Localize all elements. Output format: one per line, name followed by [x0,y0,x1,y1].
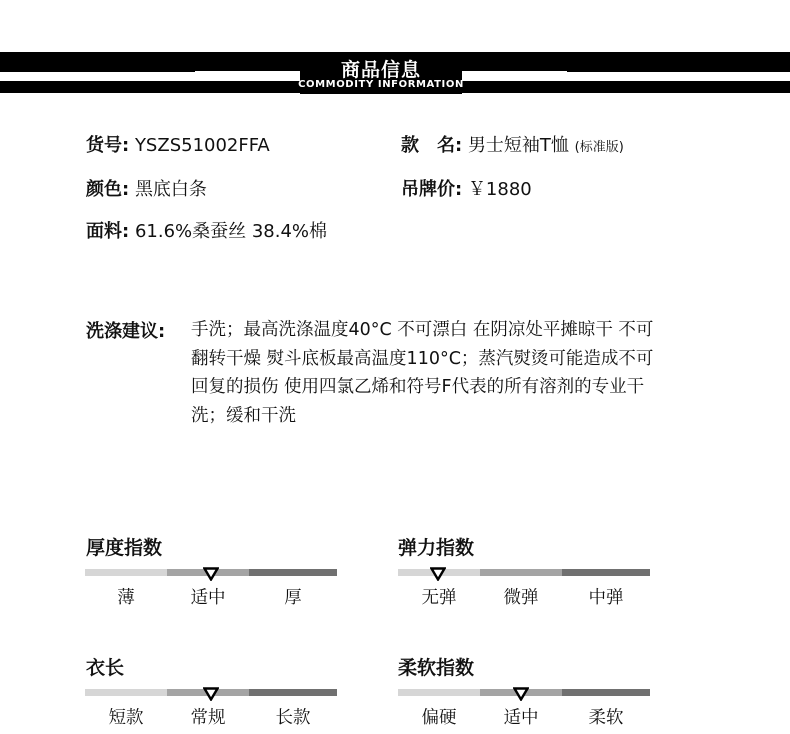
product-name-value: 男士短袖T恤 [467,135,569,156]
scale-tick: 薄 [117,588,135,608]
care-line: 洗；缓和干洗 [191,405,296,426]
color-label: 颜色: [86,179,130,200]
softness-ticks [398,707,650,729]
scale-segment [398,689,480,696]
scale-tick: 长款 [275,708,311,728]
tag-price [401,179,532,201]
care-text [191,316,701,430]
header-rule-right [462,71,567,72]
care-label: 洗涤建议: [86,321,166,342]
softness-scale [398,689,650,696]
scale-tick: 适中 [503,708,539,728]
header-rule-left [195,71,300,72]
section-title: 商品信息 [340,59,421,81]
scale-tick: 中弹 [588,588,624,608]
softness-title: 柔软指数 [398,657,475,679]
fabric-label: 面料: [86,221,130,242]
length-ticks [85,707,337,729]
scale-tick: 无弹 [421,588,457,608]
scale-segment [562,569,650,576]
scale-segment [249,689,337,696]
care-line: 翻转干燥 熨斗底板最高温度110°C；蒸汽熨烫可能造成不可 [191,348,654,369]
scale-segment [562,689,650,696]
scale-tick: 短款 [108,708,144,728]
tag-price-label: 吊牌价: [401,179,463,200]
elasticity-ticks [398,587,650,609]
scale-tick: 微弹 [503,588,539,608]
item-number-label: 货号: [86,135,130,156]
scale-segment [85,689,167,696]
length-title: 衣长 [86,657,125,679]
color-value: 黑底白条 [134,179,207,200]
color [86,179,207,201]
scale-tick: 常规 [190,708,226,728]
section-subtitle: COMMODITY INFORMATION [298,79,464,90]
thickness-scale [85,569,337,576]
elasticity-title: 弹力指数 [398,537,475,559]
scale-tick: 适中 [190,588,226,608]
product-name-label: 款 名: [401,135,463,156]
care-line: 回复的损伤 使用四氯乙烯和符号F代表的所有溶剂的专业干 [191,377,645,397]
scale-tick: 柔软 [588,708,624,728]
item-number [86,135,270,157]
product-name-note: (标准版) [574,140,624,155]
care-line: 手洗；最高洗涤温度40°C 不可漂白 在阴凉处平摊晾干 不可 [191,320,654,340]
tag-price-value: ￥1880 [467,179,532,200]
elasticity-scale [398,569,650,576]
scale-segment [480,569,562,576]
scale-segment [85,569,167,576]
scale-tick: 厚 [284,588,302,608]
scale-segment [249,569,337,576]
thickness-title: 厚度指数 [86,537,163,559]
length-scale [85,689,337,696]
thickness-ticks [85,587,337,609]
fabric [86,221,327,243]
product-name [401,135,624,159]
item-number-value: YSZS51002FFA [134,135,270,156]
fabric-value: 61.6%桑蚕丝 38.4%棉 [134,221,328,242]
scale-tick: 偏硬 [421,708,457,728]
